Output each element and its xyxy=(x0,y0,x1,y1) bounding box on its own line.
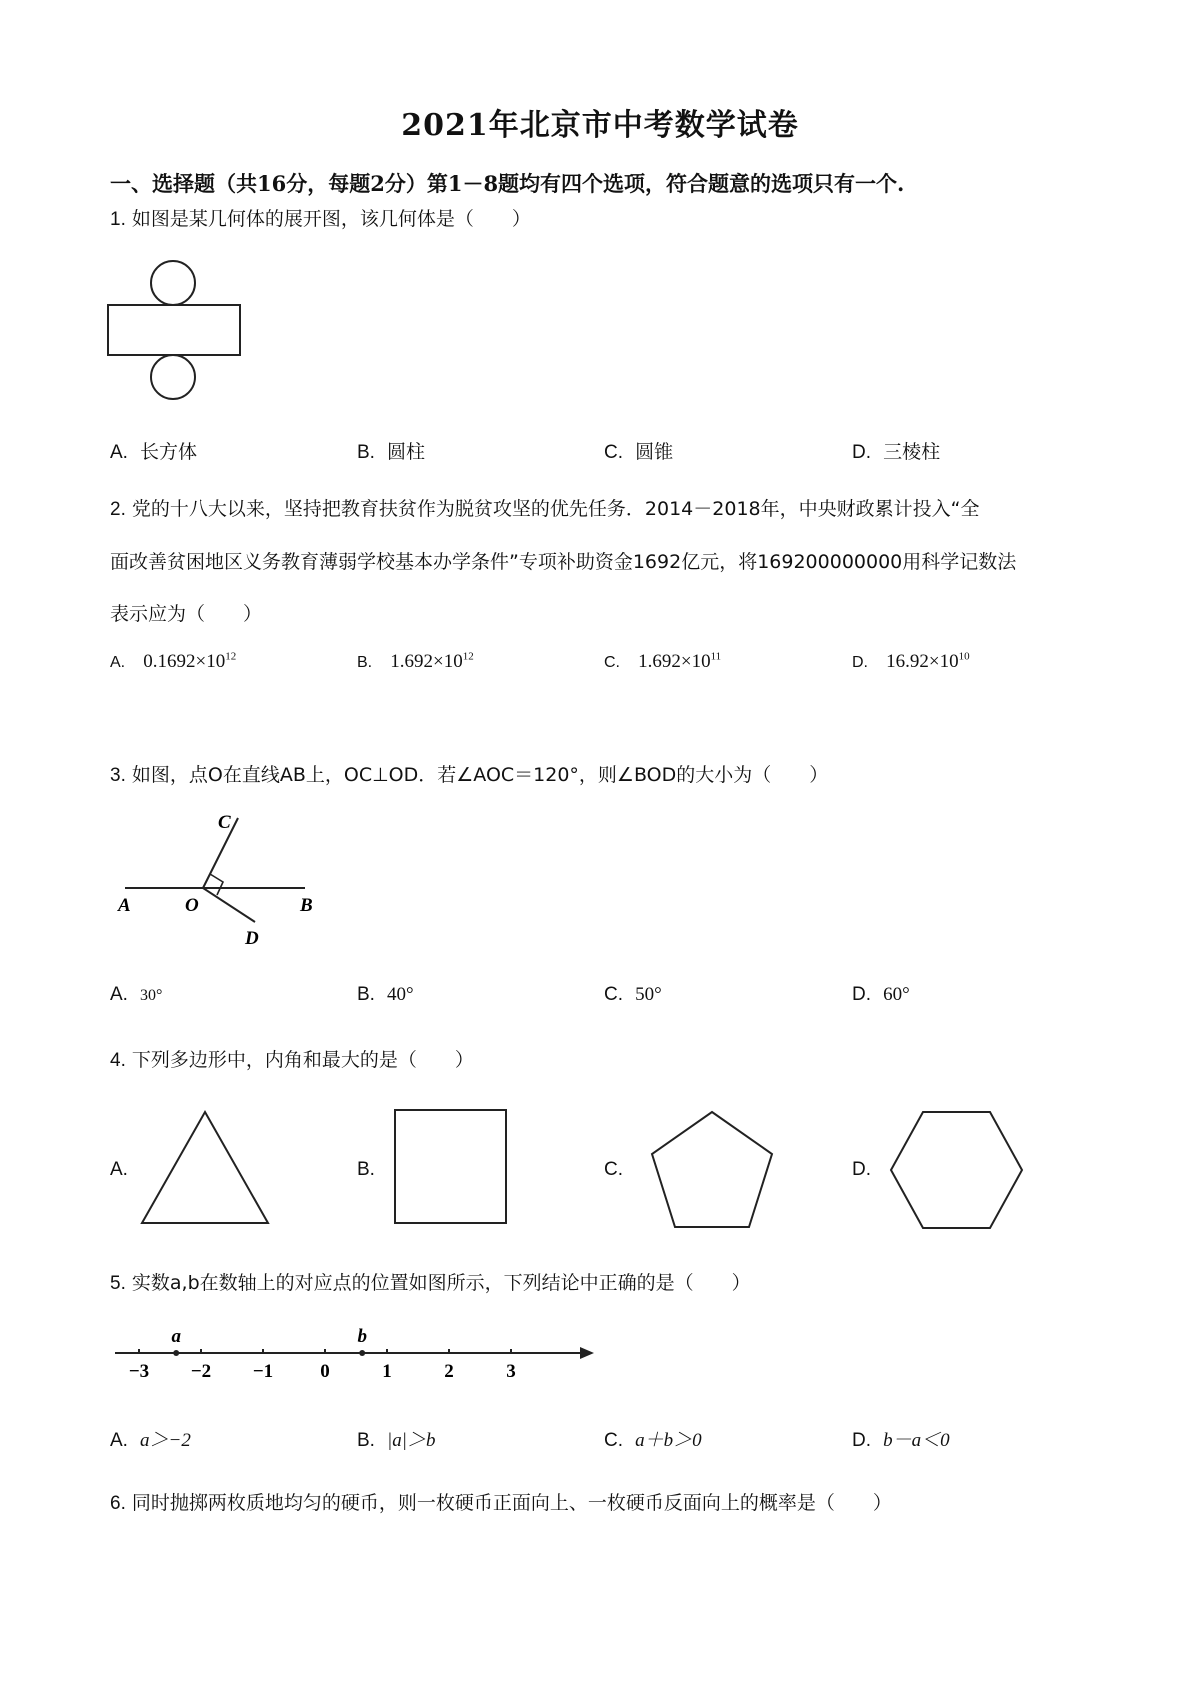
question-number: 6. xyxy=(110,1493,126,1514)
square-shape[interactable] xyxy=(393,1108,508,1225)
cylinder-net-figure xyxy=(100,255,250,405)
number-line-arrow xyxy=(580,1347,594,1359)
label-a: a xyxy=(171,1326,181,1347)
q4-option-c[interactable]: C. xyxy=(604,1159,623,1180)
number-line-tick-label: 2 xyxy=(444,1361,454,1382)
page-title: 2021年北京市中考数学试卷 xyxy=(401,108,799,143)
label-d: D xyxy=(245,928,259,949)
label-a: A xyxy=(118,895,131,916)
number-line-figure xyxy=(110,1325,600,1385)
q4-option-b[interactable]: B. xyxy=(357,1159,375,1180)
question-number: 4. xyxy=(110,1050,126,1071)
q1-option-b[interactable]: B. 圆柱 xyxy=(357,441,426,463)
q3-option-c[interactable]: C. 50° xyxy=(604,984,662,1005)
q2-option-b[interactable]: B. $1.692\times 10^{12}$ xyxy=(357,650,474,672)
label-c: C xyxy=(218,812,231,833)
triangle-shape[interactable] xyxy=(140,1110,270,1225)
question-number: 5. xyxy=(110,1273,126,1294)
point-b xyxy=(359,1350,365,1356)
q2-option-c[interactable]: C. $1.692\times 10^{11}$ xyxy=(604,650,722,672)
question-stem: 下列多边形中，内角和最大的是（ ） xyxy=(131,1049,474,1071)
question-stem: 实数a,b在数轴上的对应点的位置如图所示，下列结论中正确的是（ ） xyxy=(131,1272,751,1294)
question-number: 3. xyxy=(110,765,126,786)
question-stem: 如图，点O在直线AB上，OC⊥OD．若∠AOC＝120°，则∠BOD的大小为（ ） xyxy=(131,764,829,786)
question-3 xyxy=(110,760,828,787)
question-stem-line-3: 表示应为（ ） xyxy=(110,603,263,625)
net-rectangle xyxy=(108,305,240,355)
net-bottom-circle xyxy=(151,355,195,399)
question-5 xyxy=(110,1268,751,1295)
right-angle-mark xyxy=(210,874,223,895)
q3-option-b[interactable]: B. 40° xyxy=(357,984,414,1005)
q5-option-d[interactable]: D. b－a＜0 xyxy=(852,1430,950,1451)
q1-option-a[interactable]: A. 长方体 xyxy=(110,441,198,463)
q3-option-a[interactable]: A. 30° xyxy=(110,984,163,1005)
number-line-tick-label: 3 xyxy=(506,1361,516,1382)
question-stem: 同时抛掷两枚质地均匀的硬币，则一枚硬币正面向上、一枚硬币反面向上的概率是（ ） xyxy=(131,1492,892,1514)
number-line-tick-label: −3 xyxy=(128,1361,150,1382)
pentagon-shape[interactable] xyxy=(650,1110,775,1230)
q5-option-c[interactable]: C. a＋b＞0 xyxy=(604,1430,702,1451)
q4-option-a[interactable]: A. xyxy=(110,1159,128,1180)
question-stem-line-1: 党的十八大以来，坚持把教育扶贫作为脱贫攻坚的优先任务．2014－2018年，中央财政累计投入“全 xyxy=(131,498,980,520)
net-top-circle xyxy=(151,261,195,305)
q3-option-d[interactable]: D. 60° xyxy=(852,984,910,1005)
number-line-tick-label: −1 xyxy=(252,1361,274,1382)
question-4 xyxy=(110,1045,474,1072)
number-line-tick-label: −2 xyxy=(190,1361,212,1382)
question-stem: 如图是某几何体的展开图，该几何体是（ ） xyxy=(131,208,531,230)
hexagon-shape[interactable] xyxy=(889,1110,1024,1230)
q1-option-d[interactable]: D. 三棱柱 xyxy=(852,441,941,463)
question-number: 1. xyxy=(110,209,126,230)
question-2 xyxy=(110,494,979,521)
label-b: B xyxy=(300,895,313,916)
question-6 xyxy=(110,1488,892,1515)
q2-option-a[interactable]: A. $0.1692\times 10^{12}$ xyxy=(110,650,237,672)
question-stem-line-2: 面改善贫困地区义务教育薄弱学校基本办学条件”专项补助资金1692亿元，将169200000000用科学记数法 xyxy=(110,551,1017,573)
q5-option-b[interactable]: B. |a|＞b xyxy=(357,1430,436,1451)
number-line-tick-label: 1 xyxy=(382,1361,392,1382)
section-heading: 一、选择题（共16分，每题2分）第1－8题均有四个选项，符合题意的选项只有一个. xyxy=(110,171,905,196)
number-line-tick-label: 0 xyxy=(320,1361,330,1382)
label-o: O xyxy=(185,895,199,916)
label-b: b xyxy=(357,1326,367,1347)
q5-option-a[interactable]: A. a＞−2 xyxy=(110,1430,191,1451)
angle-figure xyxy=(110,810,330,950)
point-a xyxy=(173,1350,179,1356)
question-number: 2. xyxy=(110,499,126,520)
q4-option-d[interactable]: D. xyxy=(852,1159,871,1180)
question-1 xyxy=(110,204,531,231)
ray-od xyxy=(203,888,255,922)
q2-option-d[interactable]: D. $16.92\times 10^{10}$ xyxy=(852,650,970,672)
q1-option-c[interactable]: C. 圆锥 xyxy=(604,441,674,463)
